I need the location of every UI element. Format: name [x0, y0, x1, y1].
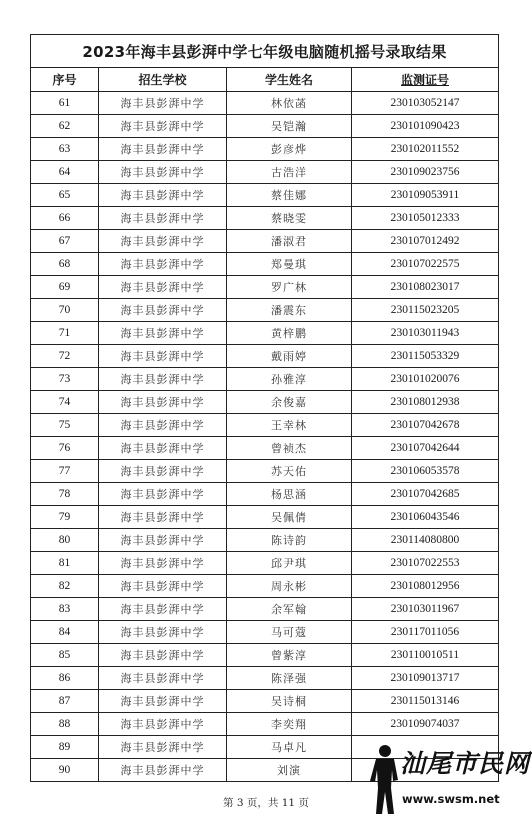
cell-school: 海丰县彭湃中学 [99, 621, 227, 644]
cell-student-name: 蔡佳娜 [227, 184, 352, 207]
table-row [31, 299, 499, 322]
table-row [31, 92, 499, 115]
cell-school: 海丰县彭湃中学 [99, 414, 227, 437]
cell-school: 海丰县彭湃中学 [99, 598, 227, 621]
table-row [31, 690, 499, 713]
cell-exam-id: 230109074037 [352, 713, 499, 736]
cell-exam-id: 230107042678 [352, 414, 499, 437]
table-row [31, 460, 499, 483]
cell-school: 海丰县彭湃中学 [99, 322, 227, 345]
cell-student-name: 蔡晓雯 [227, 207, 352, 230]
cell-school: 海丰县彭湃中学 [99, 253, 227, 276]
cell-student-name: 曾祯杰 [227, 437, 352, 460]
cell-student-name: 潘震东 [227, 299, 352, 322]
cell-school: 海丰县彭湃中学 [99, 667, 227, 690]
cell-number: 87 [31, 690, 99, 713]
cell-school: 海丰县彭湃中学 [99, 575, 227, 598]
cell-exam-id: 230107042644 [352, 437, 499, 460]
table-row [31, 115, 499, 138]
cell-number: 65 [31, 184, 99, 207]
cell-school: 海丰县彭湃中学 [99, 437, 227, 460]
cell-student-name: 陈诗韵 [227, 529, 352, 552]
cell-number: 81 [31, 552, 99, 575]
cell-number: 74 [31, 391, 99, 414]
cell-school: 海丰县彭湃中学 [99, 276, 227, 299]
cell-student-name: 邱尹琪 [227, 552, 352, 575]
cell-school: 海丰县彭湃中学 [99, 483, 227, 506]
cell-exam-id: 230107022575 [352, 253, 499, 276]
cell-student-name: 陈泽强 [227, 667, 352, 690]
cell-school: 海丰县彭湃中学 [99, 391, 227, 414]
cell-student-name: 李奕翔 [227, 713, 352, 736]
column-header-number: 序号 [31, 68, 99, 92]
cell-student-name: 吴诗桐 [227, 690, 352, 713]
cell-exam-id: 230115023205 [352, 299, 499, 322]
table-row [31, 253, 499, 276]
table-row [31, 644, 499, 667]
cell-school: 海丰县彭湃中学 [99, 506, 227, 529]
table-title: 2023年海丰县彭湃中学七年级电脑随机摇号录取结果 [31, 35, 499, 68]
cell-exam-id: 230103052147 [352, 92, 499, 115]
cell-school: 海丰县彭湃中学 [99, 345, 227, 368]
cell-student-name: 吴铠瀚 [227, 115, 352, 138]
watermark-url: www.swsm.net [402, 792, 500, 806]
cell-school: 海丰县彭湃中学 [99, 690, 227, 713]
watermark-site-name: 汕尾市民网 [400, 749, 531, 778]
cell-student-name: 周永彬 [227, 575, 352, 598]
cell-school: 海丰县彭湃中学 [99, 644, 227, 667]
cell-student-name: 吴佩倩 [227, 506, 352, 529]
cell-exam-id: 230115013146 [352, 690, 499, 713]
cell-school: 海丰县彭湃中学 [99, 713, 227, 736]
column-header-exam-id: 监测证号 [352, 68, 499, 92]
cell-school: 海丰县彭湃中学 [99, 207, 227, 230]
cell-number: 76 [31, 437, 99, 460]
table-row [31, 230, 499, 253]
table-row [31, 598, 499, 621]
cell-number: 82 [31, 575, 99, 598]
cell-school: 海丰县彭湃中学 [99, 230, 227, 253]
cell-exam-id: 230115053329 [352, 345, 499, 368]
cell-number: 67 [31, 230, 99, 253]
cell-number: 77 [31, 460, 99, 483]
cell-number: 73 [31, 368, 99, 391]
cell-exam-id: 230117011056 [352, 621, 499, 644]
header-row [31, 68, 499, 92]
cell-number: 70 [31, 299, 99, 322]
cell-student-name: 林依菡 [227, 92, 352, 115]
table-row [31, 414, 499, 437]
site-watermark [362, 738, 532, 817]
cell-student-name: 马卓凡 [227, 736, 352, 759]
page-indicator: 第 3 页，共 11 页 [223, 797, 309, 809]
cell-student-name: 黄梓鹏 [227, 322, 352, 345]
cell-school: 海丰县彭湃中学 [99, 529, 227, 552]
cell-number: 86 [31, 667, 99, 690]
results-body [31, 92, 499, 782]
table-row [31, 276, 499, 299]
table-row [31, 161, 499, 184]
cell-exam-id: 230108012938 [352, 391, 499, 414]
table-row [31, 506, 499, 529]
cell-number: 72 [31, 345, 99, 368]
cell-number: 64 [31, 161, 99, 184]
cell-student-name: 罗广林 [227, 276, 352, 299]
cell-student-name: 戴雨婷 [227, 345, 352, 368]
cell-exam-id: 230114080800 [352, 529, 499, 552]
cell-school: 海丰县彭湃中学 [99, 299, 227, 322]
cell-number: 69 [31, 276, 99, 299]
cell-exam-id: 230103011943 [352, 322, 499, 345]
cell-student-name: 潘淑君 [227, 230, 352, 253]
cell-number: 79 [31, 506, 99, 529]
table-row [31, 667, 499, 690]
cell-school: 海丰县彭湃中学 [99, 368, 227, 391]
cell-number: 75 [31, 414, 99, 437]
cell-student-name: 余军翰 [227, 598, 352, 621]
results-table [30, 34, 499, 782]
cell-exam-id: 230106053578 [352, 460, 499, 483]
cell-number: 88 [31, 713, 99, 736]
table-row [31, 184, 499, 207]
cell-school: 海丰县彭湃中学 [99, 92, 227, 115]
results-sheet [30, 34, 498, 782]
cell-student-name: 苏天佑 [227, 460, 352, 483]
table-row [31, 207, 499, 230]
cell-exam-id: 230109023756 [352, 161, 499, 184]
cell-student-name: 刘演 [227, 759, 352, 782]
cell-school: 海丰县彭湃中学 [99, 115, 227, 138]
cell-number: 66 [31, 207, 99, 230]
cell-number: 80 [31, 529, 99, 552]
column-header-school: 招生学校 [99, 68, 227, 92]
person-silhouette-icon [364, 744, 404, 816]
table-row [31, 713, 499, 736]
cell-number: 90 [31, 759, 99, 782]
cell-exam-id: 230101090423 [352, 115, 499, 138]
cell-school: 海丰县彭湃中学 [99, 736, 227, 759]
cell-number: 68 [31, 253, 99, 276]
cell-exam-id: 230110010511 [352, 644, 499, 667]
cell-student-name: 彭彦烨 [227, 138, 352, 161]
cell-school: 海丰县彭湃中学 [99, 184, 227, 207]
table-row [31, 391, 499, 414]
cell-student-name: 王幸林 [227, 414, 352, 437]
table-row [31, 483, 499, 506]
table-row [31, 552, 499, 575]
cell-number: 85 [31, 644, 99, 667]
table-row [31, 368, 499, 391]
table-row [31, 621, 499, 644]
cell-student-name: 郑曼琪 [227, 253, 352, 276]
cell-number: 62 [31, 115, 99, 138]
cell-exam-id: 230105012333 [352, 207, 499, 230]
cell-school: 海丰县彭湃中学 [99, 759, 227, 782]
table-row [31, 322, 499, 345]
cell-exam-id: 230109053911 [352, 184, 499, 207]
cell-number: 61 [31, 92, 99, 115]
cell-school: 海丰县彭湃中学 [99, 460, 227, 483]
cell-school: 海丰县彭湃中学 [99, 552, 227, 575]
cell-exam-id: 230107022553 [352, 552, 499, 575]
cell-number: 71 [31, 322, 99, 345]
cell-student-name: 马可蔻 [227, 621, 352, 644]
cell-number: 89 [31, 736, 99, 759]
cell-number: 78 [31, 483, 99, 506]
cell-school: 海丰县彭湃中学 [99, 138, 227, 161]
cell-student-name: 古浩洋 [227, 161, 352, 184]
cell-exam-id: 230108023017 [352, 276, 499, 299]
cell-student-name: 杨思涵 [227, 483, 352, 506]
cell-exam-id: 230107042685 [352, 483, 499, 506]
cell-exam-id: 230106043546 [352, 506, 499, 529]
cell-number: 63 [31, 138, 99, 161]
cell-exam-id: 230107012492 [352, 230, 499, 253]
cell-school: 海丰县彭湃中学 [99, 161, 227, 184]
cell-student-name: 余俊嘉 [227, 391, 352, 414]
cell-number: 84 [31, 621, 99, 644]
cell-exam-id: 230109013717 [352, 667, 499, 690]
column-header-student-name: 学生姓名 [227, 68, 352, 92]
cell-student-name: 孙雅淳 [227, 368, 352, 391]
cell-exam-id: 230103011967 [352, 598, 499, 621]
table-row [31, 529, 499, 552]
cell-number: 83 [31, 598, 99, 621]
table-row [31, 437, 499, 460]
cell-exam-id: 230108012956 [352, 575, 499, 598]
cell-exam-id: 230101020076 [352, 368, 499, 391]
table-row [31, 138, 499, 161]
table-row [31, 575, 499, 598]
cell-exam-id: 230102011552 [352, 138, 499, 161]
table-row [31, 345, 499, 368]
cell-student-name: 曾紫淳 [227, 644, 352, 667]
